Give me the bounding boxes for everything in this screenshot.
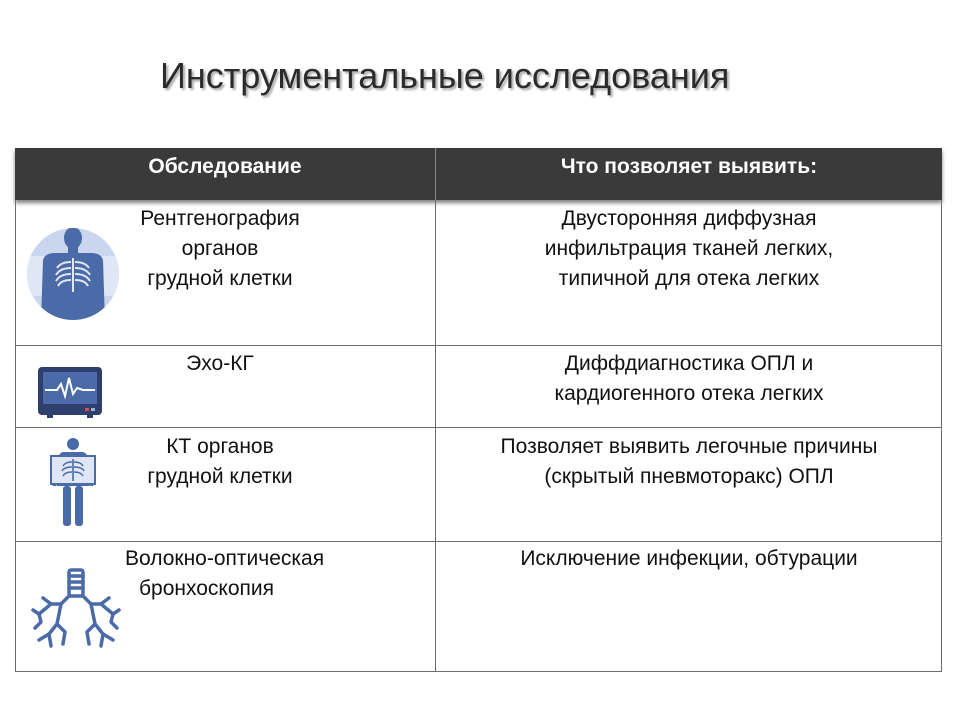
row1-result-line3: типичной для отека легких — [558, 267, 820, 290]
exam-table — [15, 148, 942, 672]
row2-result — [436, 349, 942, 409]
row2-exam-line1: Эхо-КГ — [186, 352, 254, 375]
row3-exam-line1: КТ органов — [166, 435, 274, 458]
row1-exam-line3: грудной клетки — [147, 267, 293, 290]
row4-exam-line1: Волокно-оптическая — [125, 547, 325, 570]
row1-result-line1: Двусторонняя диффузная — [561, 207, 817, 230]
grid-row-2 — [15, 427, 942, 428]
header-result: Что позволяет выявить: — [560, 155, 818, 178]
row3-result — [436, 432, 942, 492]
row2-result-line2: кардиогенного отека легких — [554, 382, 824, 405]
chest-xray-icon — [25, 226, 121, 322]
grid-row-1 — [15, 345, 942, 346]
row4-result-line1: Исключение инфекции, обтурации — [520, 547, 858, 570]
table-header — [15, 148, 942, 200]
row4-result — [436, 544, 942, 574]
row1-exam-line2: органов — [181, 237, 259, 260]
row3-exam — [125, 432, 315, 492]
page-title: Инструментальные исследования — [160, 55, 730, 96]
row3-exam-line2: грудной клетки — [147, 465, 293, 488]
row1-exam-line1: Рентгенография — [140, 207, 300, 230]
row1-result-line2: инфильтрация тканей легких, — [544, 237, 834, 260]
row1-result — [436, 204, 942, 294]
grid-left — [15, 200, 16, 672]
row4-exam — [125, 544, 385, 604]
row2-result-line1: Диффдиагностика ОПЛ и — [564, 352, 814, 375]
row4-exam-line2: бронхоскопия — [139, 577, 275, 600]
body-scan-icon — [49, 436, 97, 528]
grid-bottom — [15, 671, 942, 672]
row1-exam — [125, 204, 315, 294]
header-exam: Обследование — [148, 155, 302, 178]
row2-exam — [125, 349, 315, 379]
ecg-monitor-icon — [37, 366, 103, 418]
bronchi-icon — [29, 568, 123, 656]
row3-result-line1: Позволяет выявить легочные причины — [500, 435, 878, 458]
row3-result-line2: (скрытый пневмоторакс) ОПЛ — [544, 465, 834, 488]
grid-row-3 — [15, 541, 942, 542]
